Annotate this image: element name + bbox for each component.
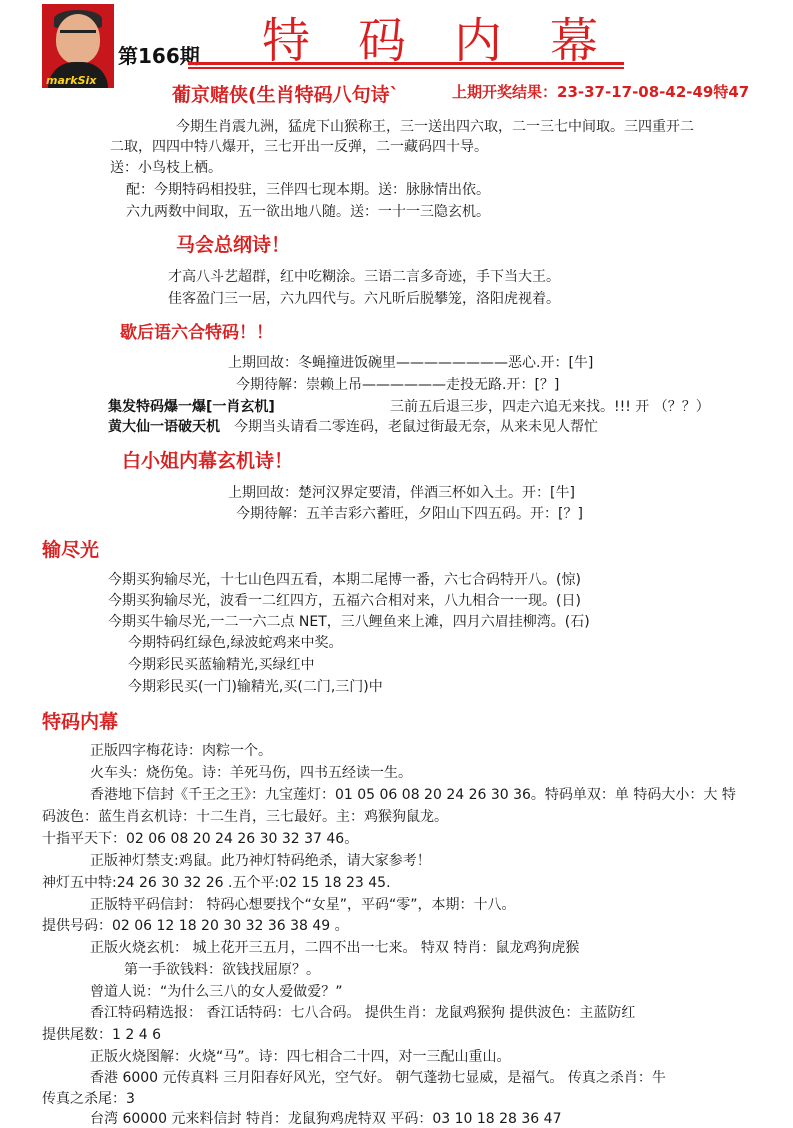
neimu-line: 正版神灯禁支:鸡鼠。此乃神灯特码绝杀，请大家参考！ bbox=[90, 853, 431, 869]
neimu-line: 香江特码精选报： 香江话特码：七八合码。 提供生肖：龙鼠鸡猴狗 提供波色：主蓝防红 bbox=[90, 1005, 636, 1021]
mahui-heading: 马会总纲诗！ bbox=[176, 234, 291, 256]
neimu-line: 提供尾数：1 2 4 6 bbox=[42, 1027, 161, 1043]
neimu-line: 正版火烧玄机： 城上花开三五月，二四不出一七来。 特双 特肖：鼠龙鸡狗虎猴 bbox=[90, 940, 580, 956]
neimu-heading: 特码内幕 bbox=[42, 711, 119, 733]
poem-line: 二取，四四中特八爆开，三七开出一反弹，二一藏码四十导。 bbox=[110, 139, 488, 155]
poem-heading: 葡京赌侠(生肖特码八句诗` bbox=[172, 84, 400, 106]
xiehouyu-last: 上期回故：冬蝇撞进饭碗里————————恶心.开：[牛] bbox=[228, 355, 594, 371]
bai-heading: 白小姐内幕玄机诗！ bbox=[122, 450, 294, 472]
neimu-line: 正版火烧图解：火烧“马”。诗：四七相合二十四，对一三配山重山。 bbox=[90, 1049, 511, 1065]
mahui-line: 才高八斗艺超群，红中吃糊涂。三语二言多奇迹，手下当大王。 bbox=[168, 269, 560, 285]
huang-label: 黄大仙一语破天机 bbox=[108, 419, 220, 435]
bai-this: 今期待解：五羊吉彩六蓄旺，夕阳山下四五码。开：[？] bbox=[236, 506, 583, 522]
xiehouyu-this: 今期待解：崇赖上吊——————走投无路.开：[？] bbox=[236, 377, 560, 393]
title-underline bbox=[188, 62, 624, 69]
shujin-line: 今期特码红绿色,绿波蛇鸡来中奖。 bbox=[128, 635, 343, 651]
xiehouyu-heading: 歇后语六合特码！！ bbox=[120, 323, 273, 343]
poem-line: 今期生肖震九洲，猛虎下山猴称王，三一送出四六取，二一三七中间取。三四重开二 bbox=[176, 119, 694, 135]
last-result: 上期开奖结果：23-37-17-08-42-49特47 bbox=[452, 83, 750, 101]
jifa-label: 集发特码爆一爆[一肖玄机] bbox=[108, 399, 275, 415]
poem-line: 配：今期特码相投驻，三伴四七现本期。送：脉脉情出依。 bbox=[126, 182, 490, 198]
neimu-line: 火车头：烧伤兔。诗：羊死马伤，四书五经读一生。 bbox=[90, 765, 412, 781]
bai-last: 上期回故：楚河汉界定要清，伴酒三杯如入土。开：[牛] bbox=[228, 485, 575, 501]
neimu-line: 十指平天下：02 06 08 20 24 26 30 32 37 46。 bbox=[42, 831, 359, 847]
page-title: 特码内幕 bbox=[262, 13, 647, 69]
neimu-line: 香港地下信封《千王之王》：九宝莲灯：01 05 06 08 20 24 26 30 36。特码单双：单 特码大小：大 特 bbox=[90, 787, 736, 803]
neimu-line: 第一手欲钱料：欲钱找屈原？。 bbox=[124, 962, 320, 978]
neimu-line: 正版四字梅花诗：肉粽一个。 bbox=[90, 743, 272, 759]
jifa-text: 三前五后退三步，四走六追无来找。!!! 开 （？？） bbox=[390, 399, 710, 415]
shujin-line: 今期彩民买蓝输精光,买绿红中 bbox=[128, 657, 315, 673]
portrait-logo bbox=[42, 4, 114, 88]
logo-brand: markSix bbox=[46, 74, 97, 87]
huang-text: 今期当头请看二零连码，老鼠过街最无奈，从来未见人帮忙 bbox=[234, 419, 598, 435]
neimu-line: 码波色：蓝生肖玄机诗：十二生肖，三七最好。主：鸡猴狗鼠龙。 bbox=[42, 809, 448, 825]
neimu-line: 神灯五中特:24 26 30 32 26 .五个平:02 15 18 23 45. bbox=[42, 875, 391, 891]
shujin-heading: 输尽光 bbox=[42, 539, 100, 561]
neimu-line: 香港 6000 元传真料 三月阳春好风光，空气好。 朝气蓬勃七显威，是福气。 传真之杀肖：牛 bbox=[90, 1070, 666, 1086]
shujin-line: 今期买狗输尽光，十七山色四五看，本期二尾博一番，六七合码特开八。(惊) bbox=[108, 572, 581, 588]
neimu-line: 提供号码：02 06 12 18 20 30 32 36 38 49 。 bbox=[42, 918, 349, 934]
neimu-line: 台湾 60000 元来料信封 特肖：龙鼠狗鸡虎特双 平码：03 10 18 28 36 47 bbox=[90, 1111, 562, 1127]
neimu-line: 传真之杀尾：3 bbox=[42, 1091, 135, 1107]
neimu-line: 正版特平码信封： 特码心想要找个“女星”，平码“零”，本期：十八。 bbox=[90, 897, 516, 913]
shujin-line: 今期买狗输尽光，波看一二红四方，五福六合相对来，八九相合一一现。(日) bbox=[108, 593, 581, 609]
shujin-line: 今期买牛输尽光,一二一六二点 NET，三八鲤鱼来上滩，四月六眉挂柳湾。(石) bbox=[108, 614, 590, 630]
poem-line: 送：小鸟枝上栖。 bbox=[110, 160, 222, 176]
issue-number: 第166期 bbox=[118, 44, 200, 68]
shujin-line: 今期彩民买(一门)输精光,买(二门,三门)中 bbox=[128, 679, 383, 695]
neimu-line: 曾道人说：“为什么三八的女人爱做爱？” bbox=[90, 984, 343, 1000]
poem-line: 六九两数中间取，五一欲出地八随。送：一十一三隐玄机。 bbox=[126, 204, 490, 220]
mahui-line: 佳客盈门三一居，六九四代与。六凡昕后脱攀笼，洛阳虎视着。 bbox=[168, 291, 560, 307]
